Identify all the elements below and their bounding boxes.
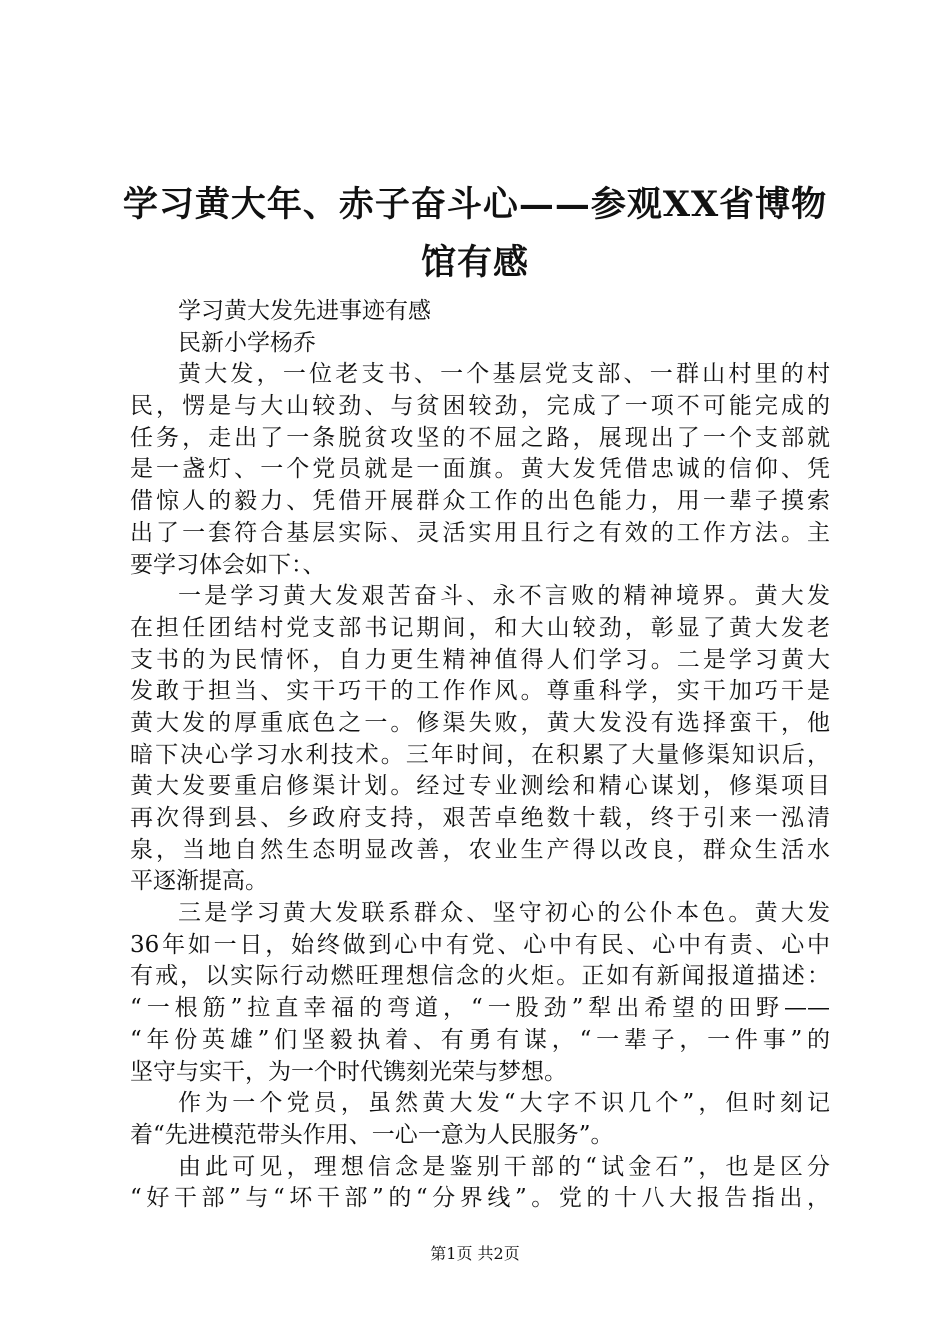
paragraph-line: 黄大发，一位老支书、一个基层党支部、一群山村里的村 <box>178 361 830 388</box>
paragraph-line: 坚守与实干，为一个时代镌刻光荣与梦想。 <box>130 1058 567 1085</box>
author-line: 民新小学杨乔 <box>178 329 316 356</box>
paragraph-line: “好干部”与“坏干部”的“分界线”。党的十八大报告指出， <box>130 1185 830 1212</box>
paragraph-line: 作为一个党员，虽然黄大发“大字不识几个”，但时刻记 <box>178 1090 830 1117</box>
subtitle-line: 学习黄大发先进事迹有感 <box>178 298 431 324</box>
paragraph-line: 借惊人的毅力、凭借开展群众工作的出色能力，用一辈子摸索 <box>130 488 830 515</box>
paragraph-line: 是一盏灯、一个党员就是一面旗。黄大发凭借忠诚的信仰、凭 <box>130 456 830 483</box>
document-body <box>130 296 830 1215</box>
paragraph-line: 在担任团结村党支部书记期间，和大山较劲，彰显了黄大发老 <box>130 614 830 641</box>
paragraph-line: 任务，走出了一条脱贫攻坚的不屈之路，展现出了一个支部就 <box>130 424 830 451</box>
paragraph-line: 要学习体会如下：、 <box>130 551 326 578</box>
paragraph-line: “年份英雄”们坚毅执着、有勇有谋，“一辈子，一件事”的 <box>130 1026 830 1053</box>
paragraph-line: 暗下决心学习水利技术。三年时间，在积累了大量修渠知识后， <box>130 741 830 768</box>
paragraph-line: 再次得到县、乡政府支持，艰苦卓绝数十载，终于引来一泓清 <box>130 805 830 831</box>
paragraph-line: 支书的为民情怀，自力更生精神值得人们学习。二是学习黄大 <box>130 646 830 673</box>
paragraph-line: 三是学习黄大发联系群众、坚守初心的公仆本色。黄大发 <box>178 900 830 927</box>
paragraph-line: 黄大发的厚重底色之一。修渠失败，黄大发没有选择蛮干，他 <box>130 709 830 736</box>
paragraph-line: 平逐渐提高。 <box>130 868 268 895</box>
paragraph-line: 有戒，以实际行动燃旺理想信念的火炬。正如有新闻报道描述： <box>130 963 830 990</box>
document-title <box>120 176 830 292</box>
paragraph-line: 着“先进模范带头作用、一心一意为人民服务”。 <box>130 1121 614 1148</box>
title-line-2: 馆有感 <box>420 242 529 283</box>
paragraph-line: 一是学习黄大发艰苦奋斗、永不言败的精神境界。黄大发 <box>178 583 830 610</box>
paragraph-line: 民，愣是与大山较劲、与贫困较劲，完成了一项不可能完成的 <box>130 393 830 420</box>
paragraph-line: 36年如一日，始终做到心中有党、心中有民、心中有责、心中 <box>130 931 830 958</box>
page-number-footer: 第1页 共2页 <box>430 1244 520 1263</box>
paragraph-line: 黄大发要重启修渠计划。经过专业测绘和精心谋划，修渠项目 <box>130 773 830 800</box>
paragraph-line: “一根筋”拉直幸福的弯道，“一股劲”犁出希望的田野—— <box>130 995 830 1022</box>
title-line-1: 学习黄大年、赤子奋斗心——参观XX省博物 <box>122 184 828 225</box>
paragraph-line: 泉，当地自然生态明显改善，农业生产得以改良，群众生活水 <box>130 836 830 863</box>
paragraph-line: 发敢于担当、实干巧干的工作作风。尊重科学，实干加巧干是 <box>130 678 830 705</box>
paragraph-line: 出了一套符合基层实际、灵活实用且行之有效的工作方法。主 <box>130 519 830 546</box>
paragraph-line: 由此可见，理想信念是鉴别干部的“试金石”，也是区分 <box>178 1153 830 1180</box>
